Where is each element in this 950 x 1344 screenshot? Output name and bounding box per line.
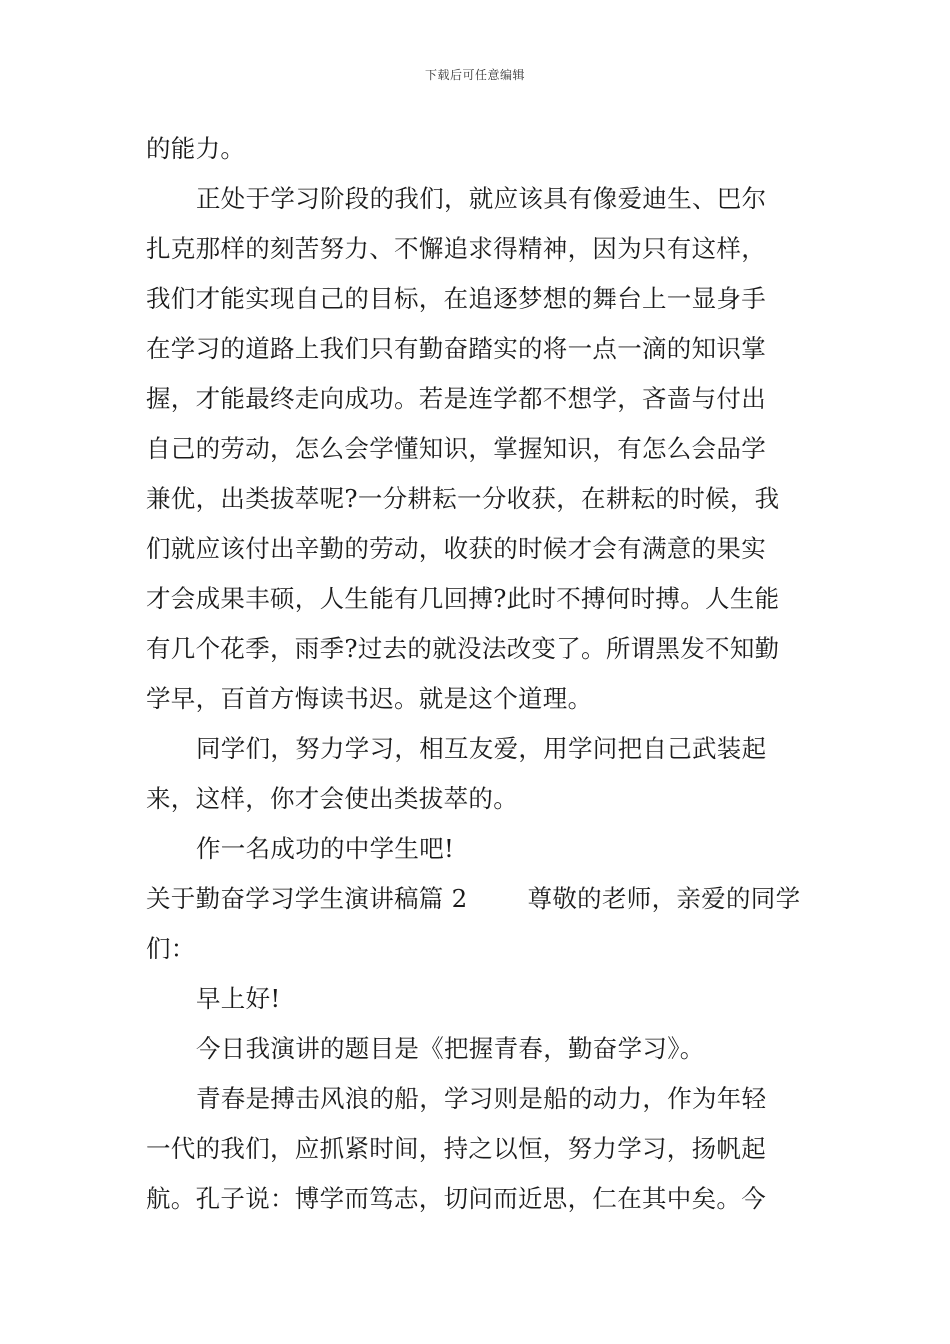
text-line: 扎克那样的刻苦努力、不懈追求得精神，因为只有这样， — [146, 234, 766, 263]
greeting-line: 早上好! — [196, 984, 281, 1013]
salutation: 尊敬的老师，亲爱的同学 — [527, 884, 801, 913]
topic-line: 今日我演讲的题目是《把握青春，勤奋学习》。 — [196, 1034, 705, 1063]
paragraph-start-line: 同学们，努力学习，相互友爱，用学问把自己武装起 — [196, 734, 767, 763]
text-line: 航。孔子说：博学而笃志，切问而近思，仁在其中矣。今 — [146, 1184, 766, 1213]
text-line: 自己的劳动，怎么会学懂知识，掌握知识，有怎么会品学 — [146, 434, 766, 463]
text-line: 在学习的道路上我们只有勤奋踏实的将一点一滴的知识掌 — [146, 334, 766, 363]
section-title: 关于勤奋学习学生演讲稿篇 2 — [146, 884, 468, 913]
text-line: 握，才能最终走向成功。若是连学都不想学，吝啬与付出 — [146, 384, 766, 413]
text-line: 的能力。 — [146, 134, 246, 163]
text-line: 来，这样，你才会使出类拔萃的。 — [146, 784, 518, 813]
paragraph-start-line: 正处于学习阶段的我们，就应该具有像爱迪生、巴尔 — [196, 184, 767, 213]
text-line: 们： — [146, 934, 196, 963]
paragraph-start-line: 青春是搏击风浪的船，学习则是船的动力，作为年轻 — [196, 1084, 767, 1113]
text-line: 有几个花季，雨季?过去的就没法改变了。所谓黑发不知勤 — [146, 634, 780, 663]
text-line: 才会成果丰硕，人生能有几回搏?此时不搏何时搏。人生能 — [146, 584, 780, 613]
text-line: 们就应该付出辛勤的劳动，收获的时候才会有满意的果实 — [146, 534, 766, 563]
text-line: 学早，百首方悔读书迟。就是这个道理。 — [146, 684, 593, 713]
text-line: 我们才能实现自己的目标，在追逐梦想的舞台上一显身手 — [146, 284, 766, 313]
text-line: 兼优，出类拔萃呢?一分耕耘一分收获，在耕耘的时候，我 — [146, 484, 780, 513]
section-title-line — [146, 884, 800, 914]
paragraph-start-line: 作一名成功的中学生吧! — [196, 834, 455, 863]
page-header: 下载后可任意编辑 — [424, 68, 525, 82]
text-line: 一代的我们，应抓紧时间，持之以恒，努力学习，扬帆起 — [146, 1134, 766, 1163]
